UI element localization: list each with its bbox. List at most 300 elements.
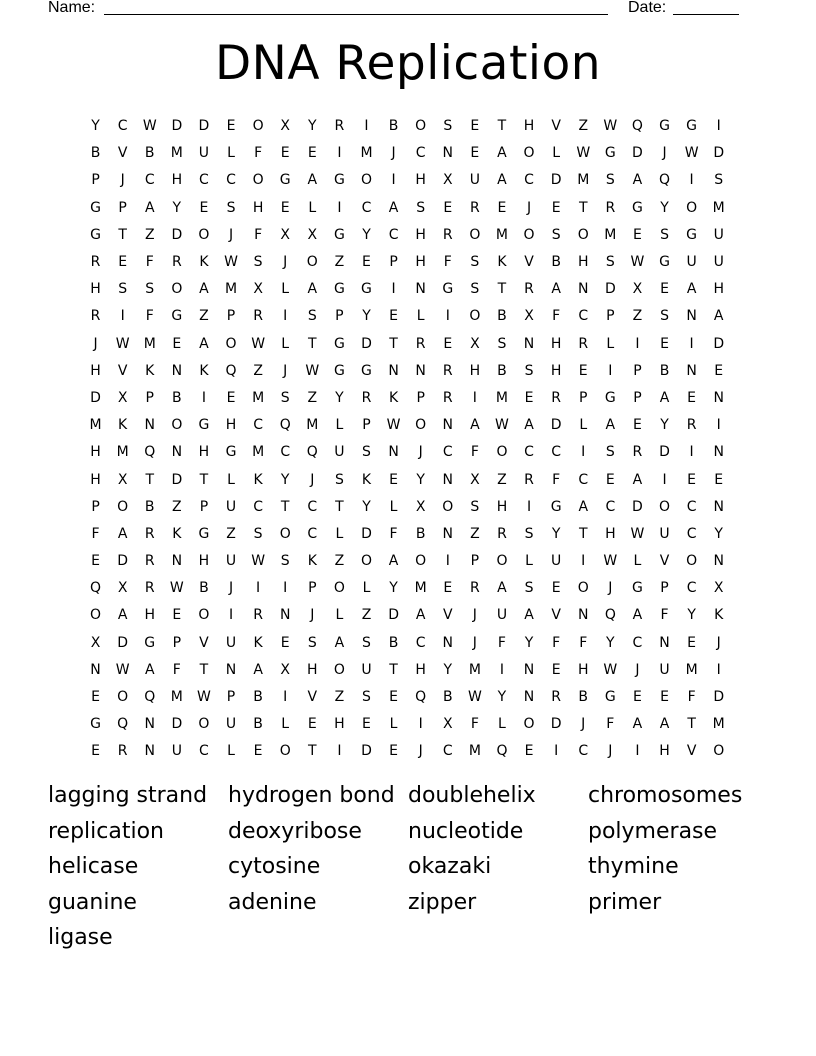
grid-letter: H (90, 281, 101, 298)
grid-letter: X (524, 308, 534, 325)
grid-letter: G (333, 281, 345, 298)
grid-letter: N (442, 417, 453, 434)
grid-letter: Q (306, 444, 318, 461)
grid-letter: D (388, 607, 399, 624)
grid-letter: L (498, 716, 506, 733)
grid-row (82, 195, 742, 222)
grid-letter: W (115, 661, 130, 678)
grid-letter: K (361, 471, 372, 488)
grid-letter: K (714, 607, 724, 624)
grid-row (82, 439, 742, 466)
grid-letter: C (686, 498, 697, 515)
grid-letter: F (660, 607, 669, 624)
grid-letter: E (632, 226, 642, 243)
grid-row (82, 385, 742, 412)
grid-letter: C (199, 743, 209, 760)
grid-letter: G (442, 281, 454, 298)
grid-letter: R (632, 444, 643, 461)
grid-letter: U (334, 444, 345, 461)
grid-row (82, 412, 742, 439)
grid-letter: E (687, 634, 697, 651)
grid-row (82, 113, 742, 140)
grid-row (82, 711, 742, 738)
grid-letter: I (581, 444, 586, 461)
grid-letter: G (631, 580, 643, 597)
grid-letter: P (362, 417, 371, 434)
grid-letter: B (144, 498, 155, 515)
grid-letter: D (117, 634, 129, 651)
grid-letter: J (120, 172, 125, 189)
grid-letter: D (117, 553, 129, 570)
grid-letter: G (361, 281, 372, 298)
grid-row (82, 167, 742, 194)
word-bank-item: doublehelix (408, 783, 536, 808)
grid-letter: E (226, 389, 236, 406)
name-blank-line (104, 0, 608, 15)
grid-letter: O (469, 226, 481, 243)
grid-letter: F (470, 444, 479, 461)
grid-letter: U (659, 525, 670, 542)
grid-row (82, 738, 742, 765)
grid-letter: O (360, 172, 372, 189)
grid-letter: O (577, 226, 589, 243)
grid-letter: B (442, 689, 453, 706)
grid-letter: G (686, 118, 698, 135)
grid-letter: Q (604, 607, 616, 624)
grid-letter: R (171, 254, 182, 271)
grid-letter: R (144, 553, 155, 570)
grid-row (82, 575, 742, 602)
grid-letter: N (90, 661, 101, 678)
grid-letter: N (686, 308, 697, 325)
grid-letter: W (224, 254, 238, 271)
grid-letter: P (579, 389, 588, 406)
grid-letter: T (145, 471, 155, 488)
grid-letter: A (253, 661, 263, 678)
grid-letter: I (337, 743, 342, 760)
grid-letter: A (713, 308, 724, 325)
grid-letter: Z (172, 498, 182, 515)
grid-letter: M (604, 226, 617, 243)
grid-letter: J (608, 580, 613, 597)
grid-letter: Q (90, 580, 102, 597)
grid-letter: Q (415, 689, 427, 706)
word-bank-item: thymine (588, 854, 679, 880)
grid-letter: M (468, 661, 481, 678)
grid-letter: O (117, 689, 129, 706)
grid-letter: X (470, 471, 480, 488)
grid-letter: L (308, 199, 317, 216)
grid-letter: G (279, 172, 291, 189)
grid-letter: O (225, 335, 237, 352)
grid-letter: H (198, 553, 210, 570)
grid-letter: S (524, 362, 534, 379)
grid-letter: O (333, 661, 345, 678)
grid-letter: V (659, 553, 670, 570)
grid-letter: C (253, 417, 263, 434)
grid-letter: O (171, 417, 183, 434)
grid-letter: S (470, 281, 480, 298)
grid-letter: A (307, 172, 318, 189)
grid-letter: B (253, 716, 263, 733)
grid-letter: G (333, 172, 345, 189)
grid-letter: T (389, 661, 398, 678)
grid-letter: P (633, 362, 642, 379)
grid-letter: T (118, 226, 127, 243)
grid-letter: C (144, 172, 155, 189)
grid-letter: U (225, 553, 237, 570)
grid-letter: I (716, 118, 721, 135)
grid-letter: E (253, 743, 263, 760)
grid-letter: G (333, 362, 345, 379)
grid-letter: L (416, 308, 425, 325)
grid-letter: F (254, 226, 263, 243)
grid-letter: Z (334, 553, 345, 570)
grid-letter: I (364, 118, 369, 135)
grid-letter: Y (172, 199, 182, 216)
grid-letter: L (281, 716, 290, 733)
grid-letter: R (117, 743, 128, 760)
grid-letter: N (279, 607, 291, 624)
grid-letter: X (90, 634, 101, 651)
grid-letter: S (714, 172, 724, 189)
grid-letter: T (578, 525, 588, 542)
grid-letter: O (117, 498, 129, 515)
grid-letter: N (171, 362, 183, 379)
grid-letter: X (280, 226, 290, 243)
grid-letter: W (603, 661, 618, 678)
grid-letter: W (495, 417, 509, 434)
grid-letter: R (578, 335, 589, 352)
grid-letter: G (604, 389, 616, 406)
grid-letter: H (198, 444, 210, 461)
grid-letter: R (605, 199, 616, 216)
grid-letter: L (281, 335, 290, 352)
grid-letter: E (632, 689, 642, 706)
grid-letter: A (497, 172, 507, 189)
grid-letter: O (442, 498, 454, 515)
grid-letter: V (686, 743, 697, 760)
grid-letter: W (251, 335, 266, 352)
grid-letter: H (713, 281, 724, 298)
grid-letter: X (442, 716, 453, 733)
grid-letter: A (470, 417, 480, 434)
grid-letter: L (335, 417, 344, 434)
grid-letter: E (389, 743, 398, 760)
grid-letter: E (524, 389, 534, 406)
grid-row (82, 494, 742, 521)
grid-letter: X (280, 661, 290, 678)
grid-letter: E (660, 335, 669, 352)
grid-letter: J (716, 634, 721, 651)
grid-letter: V (117, 362, 128, 379)
grid-row (82, 630, 742, 657)
grid-letter: O (252, 172, 264, 189)
grid-letter: R (551, 689, 561, 706)
grid-letter: M (685, 661, 698, 678)
grid-letter: O (496, 553, 508, 570)
grid-letter: F (497, 634, 506, 651)
grid-letter: K (388, 389, 399, 406)
grid-letter: W (142, 118, 157, 135)
grid-letter: W (169, 580, 184, 597)
grid-letter: H (415, 661, 426, 678)
grid-letter: Z (253, 362, 263, 379)
grid-letter: C (605, 498, 616, 515)
grid-letter: W (603, 118, 618, 135)
grid-letter: O (279, 525, 291, 542)
grid-letter: I (689, 335, 694, 352)
grid-letter: P (199, 498, 209, 515)
grid-letter: J (283, 362, 288, 379)
grid-letter: D (198, 118, 210, 135)
grid-letter: B (578, 689, 589, 706)
grid-letter: N (577, 281, 589, 298)
grid-letter: F (389, 525, 398, 542)
grid-letter: N (171, 553, 183, 570)
grid-letter: T (199, 471, 209, 488)
grid-letter: J (228, 580, 234, 597)
grid-letter: T (578, 199, 588, 216)
grid-letter: O (496, 444, 508, 461)
grid-letter: V (117, 145, 128, 162)
grid-letter: M (712, 199, 725, 216)
grid-letter: O (198, 607, 210, 624)
grid-letter: E (551, 661, 561, 678)
grid-letter: X (713, 580, 724, 597)
grid-letter: G (225, 444, 237, 461)
grid-letter: O (171, 281, 183, 298)
grid-letter: O (577, 580, 589, 597)
grid-letter: C (578, 308, 589, 325)
grid-letter: I (499, 661, 505, 678)
grid-letter: K (253, 634, 263, 651)
grid-letter: T (335, 498, 344, 515)
grid-letter: D (361, 525, 372, 542)
grid-letter: M (360, 145, 373, 162)
grid-letter: N (686, 362, 697, 379)
grid-letter: S (443, 118, 453, 135)
grid-letter: M (468, 743, 481, 760)
grid-letter: A (632, 607, 643, 624)
grid-letter: X (632, 281, 643, 298)
grid-letter: U (198, 145, 210, 162)
grid-letter: S (307, 308, 317, 325)
grid-letter: N (225, 661, 237, 678)
grid-letter: U (496, 607, 508, 624)
grid-letter: C (442, 743, 453, 760)
grid-letter: L (227, 145, 235, 162)
grid-letter: B (388, 634, 399, 651)
grid-letter: O (360, 553, 372, 570)
grid-letter: Y (551, 525, 561, 542)
grid-letter: U (171, 743, 182, 760)
grid-letter: Y (497, 689, 507, 706)
grid-letter: J (391, 145, 396, 162)
grid-letter: B (172, 389, 182, 406)
grid-letter: L (552, 145, 561, 162)
grid-letter: Y (362, 226, 371, 243)
grid-letter: D (361, 335, 372, 352)
grid-letter: C (551, 444, 562, 461)
grid-letter: X (307, 226, 318, 243)
grid-row (82, 140, 742, 167)
grid-letter: W (630, 254, 645, 271)
letter-grid (82, 113, 742, 766)
grid-letter: X (415, 498, 426, 515)
grid-letter: M (170, 689, 183, 706)
grid-letter: F (552, 471, 561, 488)
grid-row (82, 276, 742, 303)
grid-letter: B (388, 118, 399, 135)
grid-letter: F (443, 254, 452, 271)
grid-letter: J (472, 634, 477, 651)
grid-letter: W (386, 417, 401, 434)
grid-letter: A (144, 199, 155, 216)
grid-letter: R (334, 118, 345, 135)
grid-letter: E (714, 362, 724, 379)
grid-letter: Q (631, 118, 643, 135)
grid-letter: F (552, 634, 561, 651)
grid-letter: W (603, 553, 618, 570)
grid-letter: X (470, 335, 480, 352)
grid-letter: O (523, 716, 535, 733)
grid-letter: X (442, 172, 453, 189)
grid-letter: D (604, 281, 616, 298)
grid-letter: E (91, 689, 100, 706)
grid-letter: C (578, 743, 589, 760)
grid-letter: P (416, 389, 425, 406)
word-bank-item: cytosine (228, 854, 321, 880)
grid-row (82, 303, 742, 330)
grid-letter: Z (497, 471, 507, 488)
grid-letter: Z (361, 607, 372, 624)
grid-letter: L (606, 335, 615, 352)
grid-letter: J (228, 226, 234, 243)
grid-letter: E (632, 417, 642, 434)
grid-letter: N (144, 716, 155, 733)
grid-letter: R (90, 308, 101, 325)
grid-letter: A (117, 525, 128, 542)
grid-letter: D (550, 417, 562, 434)
grid-letter: D (550, 716, 562, 733)
grid-letter: M (306, 417, 319, 434)
grid-letter: J (635, 661, 640, 678)
grid-letter: R (442, 362, 453, 379)
grid-letter: I (283, 580, 288, 597)
grid-row (82, 222, 742, 249)
grid-letter: T (497, 118, 507, 135)
grid-letter: S (362, 689, 371, 706)
grid-letter: L (633, 553, 642, 570)
word-bank-item: chromosomes (588, 783, 743, 808)
grid-letter: D (713, 689, 725, 706)
grid-letter: G (361, 362, 372, 379)
grid-letter: E (551, 580, 561, 597)
grid-letter: H (550, 362, 562, 379)
grid-letter: A (524, 607, 534, 624)
grid-letter: J (310, 471, 315, 488)
grid-letter: R (469, 580, 480, 597)
grid-letter: Y (443, 661, 453, 678)
grid-letter: T (308, 743, 317, 760)
grid-letter: Q (117, 716, 129, 733)
grid-letter: K (253, 471, 263, 488)
grid-letter: H (550, 335, 562, 352)
grid-letter: K (118, 417, 128, 434)
grid-letter: E (687, 471, 697, 488)
grid-letter: E (172, 607, 182, 624)
grid-letter: A (415, 607, 426, 624)
grid-letter: J (93, 335, 98, 352)
grid-letter: M (170, 145, 183, 162)
grid-letter: G (198, 525, 210, 542)
grid-letter: H (90, 471, 101, 488)
grid-letter: S (524, 525, 534, 542)
grid-letter: L (389, 716, 398, 733)
grid-letter: Z (226, 525, 236, 542)
grid-letter: E (497, 199, 507, 216)
word-bank-item: replication (48, 818, 165, 844)
grid-letter: E (280, 145, 290, 162)
name-label: Name: (48, 0, 96, 16)
grid-letter: J (418, 444, 423, 461)
grid-letter: R (442, 389, 453, 406)
word-bank-item: polymerase (588, 818, 718, 844)
grid-letter: O (659, 498, 671, 515)
grid-letter: I (716, 417, 721, 434)
grid-letter: C (361, 199, 372, 216)
grid-letter: E (551, 199, 561, 216)
grid-letter: H (605, 525, 616, 542)
grid-letter: H (307, 661, 318, 678)
grid-letter: Q (659, 172, 671, 189)
grid-letter: F (254, 145, 263, 162)
grid-letter: I (526, 498, 532, 515)
grid-letter: E (578, 362, 588, 379)
grid-letter: Y (524, 634, 534, 651)
grid-letter: A (632, 716, 643, 733)
grid-letter: D (632, 145, 643, 162)
grid-row (82, 657, 742, 684)
grid-letter: O (279, 743, 291, 760)
grid-letter: E (443, 580, 453, 597)
grid-letter: I (445, 553, 450, 570)
grid-letter: A (686, 281, 697, 298)
grid-letter: O (306, 254, 318, 271)
grid-letter: A (605, 417, 616, 434)
grid-letter: Z (307, 389, 318, 406)
grid-letter: P (226, 689, 236, 706)
grid-letter: L (227, 743, 235, 760)
grid-letter: H (496, 498, 508, 515)
grid-letter: N (713, 498, 724, 515)
grid-letter: E (714, 471, 724, 488)
grid-letter: J (283, 254, 288, 271)
grid-letter: C (415, 634, 426, 651)
grid-letter: S (280, 389, 290, 406)
grid-letter: N (388, 362, 399, 379)
grid-letter: S (470, 254, 480, 271)
grid-letter: E (172, 335, 182, 352)
grid-letter: U (713, 254, 724, 271)
grid-letter: O (198, 226, 210, 243)
grid-letter: P (389, 254, 398, 271)
grid-row (82, 521, 742, 548)
date-label: Date: (628, 0, 667, 16)
grid-letter: I (608, 362, 613, 379)
grid-letter: U (361, 661, 372, 678)
